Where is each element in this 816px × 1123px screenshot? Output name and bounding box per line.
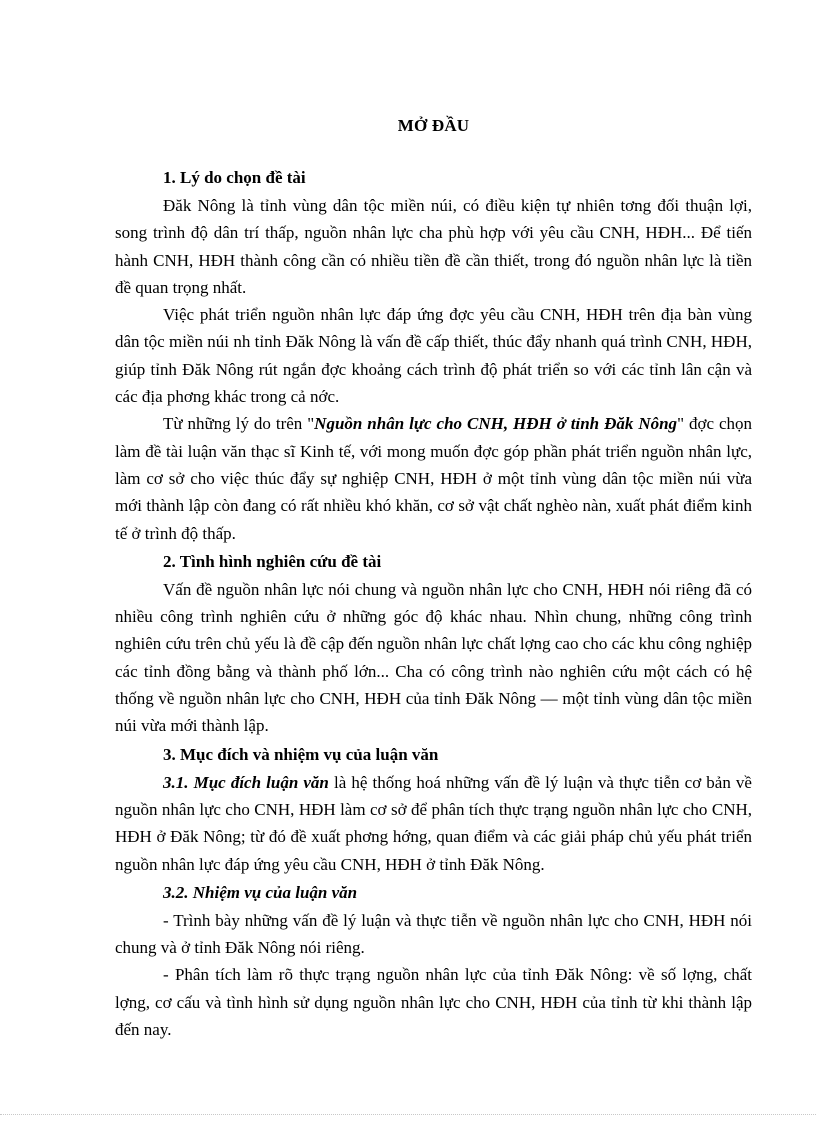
subsection-3-1-label: 3.1. Mục đích luận văn bbox=[163, 772, 329, 792]
task-item-2: - Phân tích làm rõ thực trạng nguồn nhân lực của tỉnh Đăk Nông: về số lợng, chất lợng, cơ cấu và tình hình sử dụng nguồn nhân lực cho CNH, HĐH của tỉnh từ khi thành lập đến nay. bbox=[115, 965, 752, 1040]
section-1-paragraph-2: Việc phát triển nguồn nhân lực đáp ứng đợc yêu cầu CNH, HĐH trên địa bàn vùng dân tộc miền núi nh tỉnh Đăk Nông là vấn đề cấp thiết, thúc đẩy nhanh quá trình CNH, HĐH, giúp tỉnh Đăk Nông rút ngắn đợc khoảng cách trình độ phát triển so với các tỉnh lân cận và các địa phơng khác trong cả nớc. bbox=[115, 305, 752, 407]
section-2-paragraph-1: Vấn đề nguồn nhân lực nói chung và nguồn nhân lực cho CNH, HĐH nói riêng đã có nhiều công trình nghiên cứu ở những góc độ khác nhau. Nhìn chung, những công trình nghiên cứu trên chủ yếu là đề cập đến nguồn nhân lực chất lợng cao cho các khu công nghiệp các tỉnh đồng bằng và thành phố lớn... Cha có công trình nào nghiên cứu một cách có hệ thống về nguồn nhân lực cho CNH, HĐH của tỉnh Đăk Nông — một tỉnh vùng dân tộc miền núi vừa mới thành lập. bbox=[115, 579, 752, 736]
subsection-3-2-heading: 3.2. Nhiệm vụ của luận văn bbox=[163, 882, 358, 902]
section-1-paragraph-1: Đăk Nông là tỉnh vùng dân tộc miền núi, có điều kiện tự nhiên tơng đối thuận lợi, song trình độ dân trí thấp, nguồn nhân lực cha phù hợp với yêu cầu CNH, HĐH... Để tiến hành CNH, HĐH thành công cần có nhiều tiền đề cần thiết, trong đó nguồn nhân lực là tiền đề quan trọng nhất. bbox=[115, 196, 752, 297]
section-1-paragraph-3 bbox=[115, 410, 752, 546]
paragraph-text: là hệ thống hoá những vấn đề lý luận và thực tiễn cơ bản về nguồn nhân lực cho CNH, HĐH làm cơ sở để phân tích thực trạng nguồn nhân lực cho CNH, HĐH ở Đăk Nông; từ đó đề xuất phơng hớng, quan điểm và các giải pháp chủ yếu phát triển nguồn nhân lực đáp ứng yêu cầu CNH, HĐH ở tỉnh Đăk Nông. bbox=[115, 772, 752, 874]
section-2-heading: 2. Tình hình nghiên cứu đề tài bbox=[163, 551, 382, 571]
task-item-1: - Trình bày những vấn đề lý luận và thực tiễn về nguồn nhân lực cho CNH, HĐH nói chung và ở tỉnh Đăk Nông nói riêng. bbox=[115, 910, 752, 958]
section-3-heading: 3. Mục đích và nhiệm vụ của luận văn bbox=[163, 744, 439, 764]
page-title: MỞ ĐẦU bbox=[397, 116, 470, 135]
paragraph-text: " đợc chọn làm đề tài luận văn thạc sĩ Kinh tế, với mong muốn đợc góp phần phát triển nguồn nhân lực, làm cơ sở cho việc thúc đẩy sự nghiệp CNH, HĐH ở một tỉnh vùng dân tộc miền núi vừa mới thành lập còn đang có rất nhiều khó khăn, cơ sở vật chất nghèo nàn, xuất phát điểm kinh tế ở trình độ thấp. bbox=[115, 414, 752, 543]
paragraph-text: Từ những lý do trên " bbox=[163, 414, 315, 434]
section-3-paragraph-1 bbox=[115, 769, 752, 878]
thesis-title-emphasis: Nguồn nhân lực cho CNH, HĐH ở tỉnh Đăk Nông bbox=[314, 414, 678, 434]
section-1-heading: 1. Lý do chọn đề tài bbox=[163, 168, 306, 187]
page-bottom-divider bbox=[0, 1114, 816, 1115]
